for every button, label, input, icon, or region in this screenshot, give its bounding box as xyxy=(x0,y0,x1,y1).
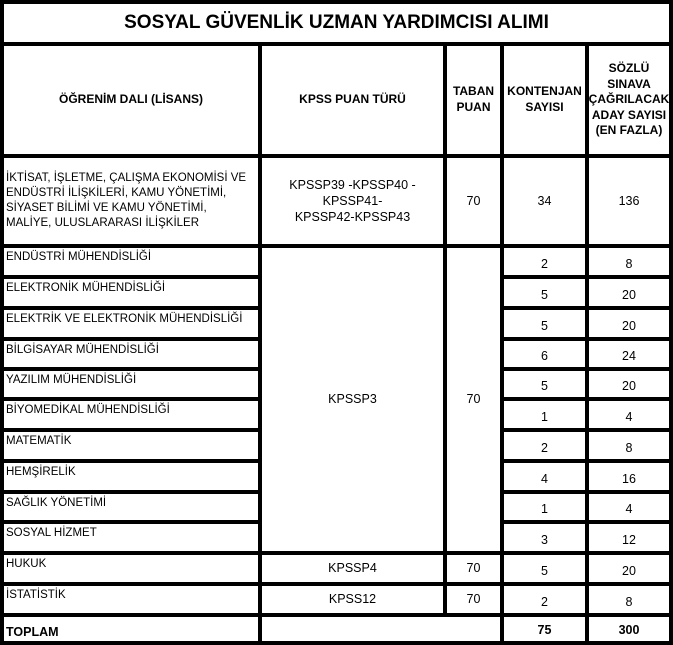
table-title: SOSYAL GÜVENLİK UZMAN YARDIMCISI ALIMI xyxy=(0,0,673,46)
row-field: ELEKTRONİK MÜHENDİSLİĞİ xyxy=(0,275,262,310)
row-field: YAZILIM MÜHENDİSLİĞİ xyxy=(0,367,262,401)
total-oral: 300 xyxy=(585,613,673,645)
header-field: ÖĞRENİM DALI (LİSANS) xyxy=(0,42,262,158)
row-oral: 20 xyxy=(585,551,673,586)
row-field: MATEMATİK xyxy=(0,428,262,463)
row-quota: 5 xyxy=(500,306,589,341)
total-label: TOPLAM xyxy=(0,613,262,645)
row-field: ELEKTRİK VE ELEKTRONİK MÜHENDİSLİĞİ xyxy=(0,306,262,341)
row-field: HEMŞİRELİK xyxy=(0,459,262,494)
header-score-type: KPSS PUAN TÜRÜ xyxy=(258,42,447,158)
row-oral: 24 xyxy=(585,337,673,371)
header-base-score: TABAN PUAN xyxy=(443,42,504,158)
row-oral: 8 xyxy=(585,244,673,279)
row-oral: 8 xyxy=(585,428,673,463)
row-oral: 16 xyxy=(585,459,673,494)
row-quota: 34 xyxy=(500,154,589,248)
row-field: BİLGİSAYAR MÜHENDİSLİĞİ xyxy=(0,337,262,371)
row-oral: 4 xyxy=(585,397,673,432)
row-field: ENDÜSTRİ MÜHENDİSLİĞİ xyxy=(0,244,262,279)
row-quota: 5 xyxy=(500,367,589,401)
row-oral: 12 xyxy=(585,520,673,555)
row-oral: 8 xyxy=(585,582,673,617)
row-field: İSTATİSTİK xyxy=(0,582,262,617)
row-oral: 20 xyxy=(585,367,673,401)
row-quota: 1 xyxy=(500,397,589,432)
total-quota: 75 xyxy=(500,613,589,645)
row-quota: 5 xyxy=(500,275,589,310)
group-score-type: KPSSP4 xyxy=(258,551,447,586)
row-quota: 2 xyxy=(500,428,589,463)
row-quota: 2 xyxy=(500,244,589,279)
row-oral: 20 xyxy=(585,275,673,310)
row-oral: 20 xyxy=(585,306,673,341)
row-quota: 3 xyxy=(500,520,589,555)
row-quota: 6 xyxy=(500,337,589,371)
group-score-type: KPSSP3 xyxy=(258,244,447,555)
row-field: İKTİSAT, İŞLETME, ÇALIŞMA EKONOMİSİ VE ENDÜSTRİ İLİŞKİLERİ, KAMU YÖNETİMİ, SİYASET BİLİMİ VE KAMU YÖNETİMİ, MALİYE, ULUSLARARASI İLİŞKİLER xyxy=(0,154,262,248)
row-field: HUKUK xyxy=(0,551,262,586)
total-empty-cell xyxy=(258,613,504,645)
row-field: SOSYAL HİZMET xyxy=(0,520,262,555)
row-quota: 4 xyxy=(500,459,589,494)
group-score-type: KPSSP39 -KPSSP40 -KPSSP41- KPSSP42-KPSSP43 xyxy=(258,154,447,248)
group-score-type: KPSS12 xyxy=(258,582,447,617)
header-oral-exam: SÖZLÜ SINAVA ÇAĞRILACAK ADAY SAYISI (EN FAZLA) xyxy=(585,42,673,158)
row-field: SAĞLIK YÖNETİMİ xyxy=(0,490,262,524)
group-base-score: 70 xyxy=(443,551,504,586)
row-quota: 5 xyxy=(500,551,589,586)
group-base-score: 70 xyxy=(443,244,504,555)
row-quota: 2 xyxy=(500,582,589,617)
group-base-score: 70 xyxy=(443,154,504,248)
group-base-score: 70 xyxy=(443,582,504,617)
row-field: BİYOMEDİKAL MÜHENDİSLİĞİ xyxy=(0,397,262,432)
row-quota: 1 xyxy=(500,490,589,524)
header-quota: KONTENJAN SAYISI xyxy=(500,42,589,158)
row-oral: 4 xyxy=(585,490,673,524)
row-oral: 136 xyxy=(585,154,673,248)
